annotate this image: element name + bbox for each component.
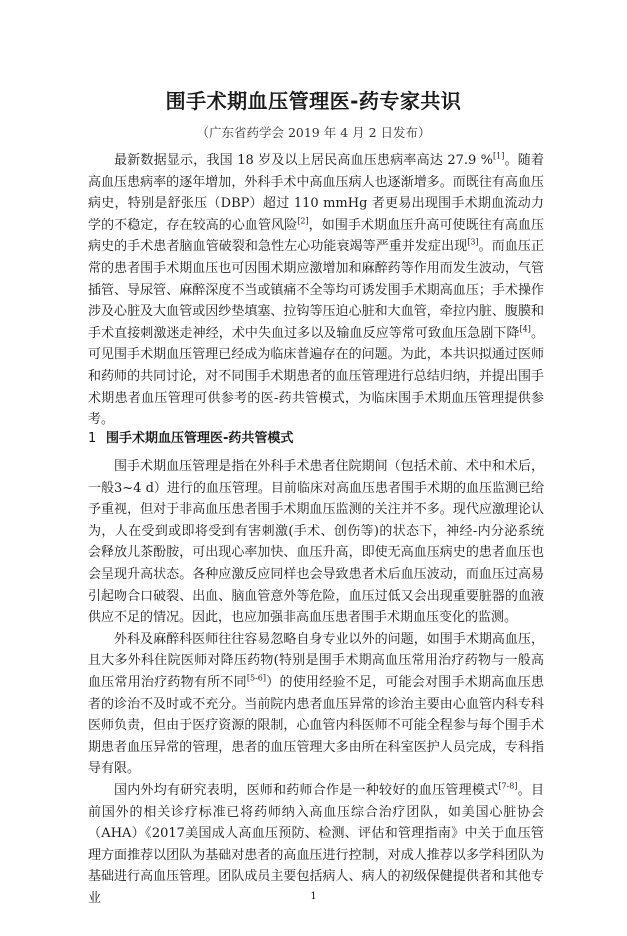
section-heading xyxy=(88,429,544,449)
text-run: ）的使用经验不足，可能会对围手术期高血压患者的诊治不及时或不充分。当前院内患者血压异常的诊治主要由心血管内科专科医师负责，但由于医疗资源的限制，心血管内科医师不可能全程参与每个围手术期患者血压异常的管理，患者的血压管理大多由所在科室医护人员完成，专科指导有限。 xyxy=(88,674,544,777)
section-number: 1 xyxy=(88,431,97,446)
text-run: 。目前国外的相关诊疗标准已将药师纳入高血压综合治疗团队，如美国心脏协会（AHA）《2017美国成人高血压预防、检测、评估和管理指南》中关于血压管理方面推荐以团队为基础对患者的高血压进行控制，对成人推荐以多学科团队为基础进行高血压管理。团队成员主要包括病人、病人的初级保健提供者和其他专业 xyxy=(88,782,544,906)
text-run: 。而血压正常的患者围手术期血压也可因围术期应激增加和麻醉药等作用而发生波动，气管插管、导尿管、麻醉深度不当或镇痛不全等均可诱发围手术期高血压；手术操作涉及心脏及大血管或因纱垫填塞、拉钩等压迫心脏和大血管，牵拉内脏、腹膜和手术直接刺激迷走神经，术中失血过多以及输血反应等常可致血压急剧下降 xyxy=(88,239,544,341)
section-paragraph xyxy=(88,456,544,629)
text-run: 外科及麻醉科医师往往容易忽略自身专业以外的问题，如围手术期高血压，且大多外科住院医师对降压药物(特别是围手术期高血压常用治疗药物与一般高血压常用治疗药物有所不同 xyxy=(88,631,544,690)
document-title: 围手术期血压管理医-药专家共识 xyxy=(165,89,462,113)
document-subtitle: （广东省药学会 2019 年 4 月 2 日发布） xyxy=(196,125,431,140)
citation-ref[interactable]: [2] xyxy=(297,216,309,226)
text-run: 最新数据显示，我国 18 岁及以上居民高血压患病率高达 27.9 % xyxy=(114,153,494,168)
section-paragraph xyxy=(88,629,544,780)
text-run: 。随着高血压患病率的逐年增加，外科手术中高血压病人也逐渐增多。而既往有高血压病史，特别是舒张压（DBP）超过 110 mmHg 者更易出现围手术期血流动力学的不稳定，存在较高的心血管风险 xyxy=(88,153,544,233)
page-number: 1 xyxy=(310,891,317,902)
text-run: 围手术期血压管理是指在外科手术患者住院期间（包括术前、术中和术后，一般3~4 d）进行的血压管理。目前临床对高血压患者围手术期的血压监测已给予重视，但对于非高血压患者围手术期血压监测的关注并不多。现代应激理论认为，人在受到或即将受到有害刺激(手术、创伤等)的状态下，神经-内分泌系统会释放儿茶酚胺，可出现心率加快、血压升高，即使无高血压病史的患者血压也会呈现升高状态。各种应激反应同样也会导致患者术后血压波动，而血压过高易引起吻合口破裂、出血、脑血管意外等危险，血压过低又会出现重要脏器的血液供应不足的情况。因此，也应加强非高血压患者围手术期血压变化的监测。 xyxy=(88,459,544,626)
citation-ref[interactable]: [7-8] xyxy=(498,781,518,791)
text-run: 。可见围手术期血压管理已经成为临床普遍存在的问题。为此，本共识拟通过医师和药师的共同讨论，对不同围手术期患者的血压管理进行总结归纳，并提出围手术期患者血压管理可供参考的医-药共管模式，为临床围手术期血压管理提供参考。 xyxy=(88,325,544,428)
citation-ref[interactable]: [5-6] xyxy=(246,673,266,683)
text-run: 国内外均有研究表明，医师和药师合作是一种较好的血压管理模式 xyxy=(114,782,499,798)
citation-ref[interactable]: [4] xyxy=(519,324,531,334)
intro-paragraph xyxy=(88,150,544,431)
citation-ref[interactable]: [3] xyxy=(467,238,479,248)
intro-section xyxy=(88,150,544,431)
text-run: ，如围手术期血压升高可使既往有高血压病史的手术患者脑血管破裂和急性左心功能衰竭等严重并发症出现 xyxy=(88,217,544,255)
section-body xyxy=(88,456,544,909)
section-heading-text: 围手术期血压管理医-药共管模式 xyxy=(106,431,294,446)
citation-ref[interactable]: [1] xyxy=(493,151,505,161)
